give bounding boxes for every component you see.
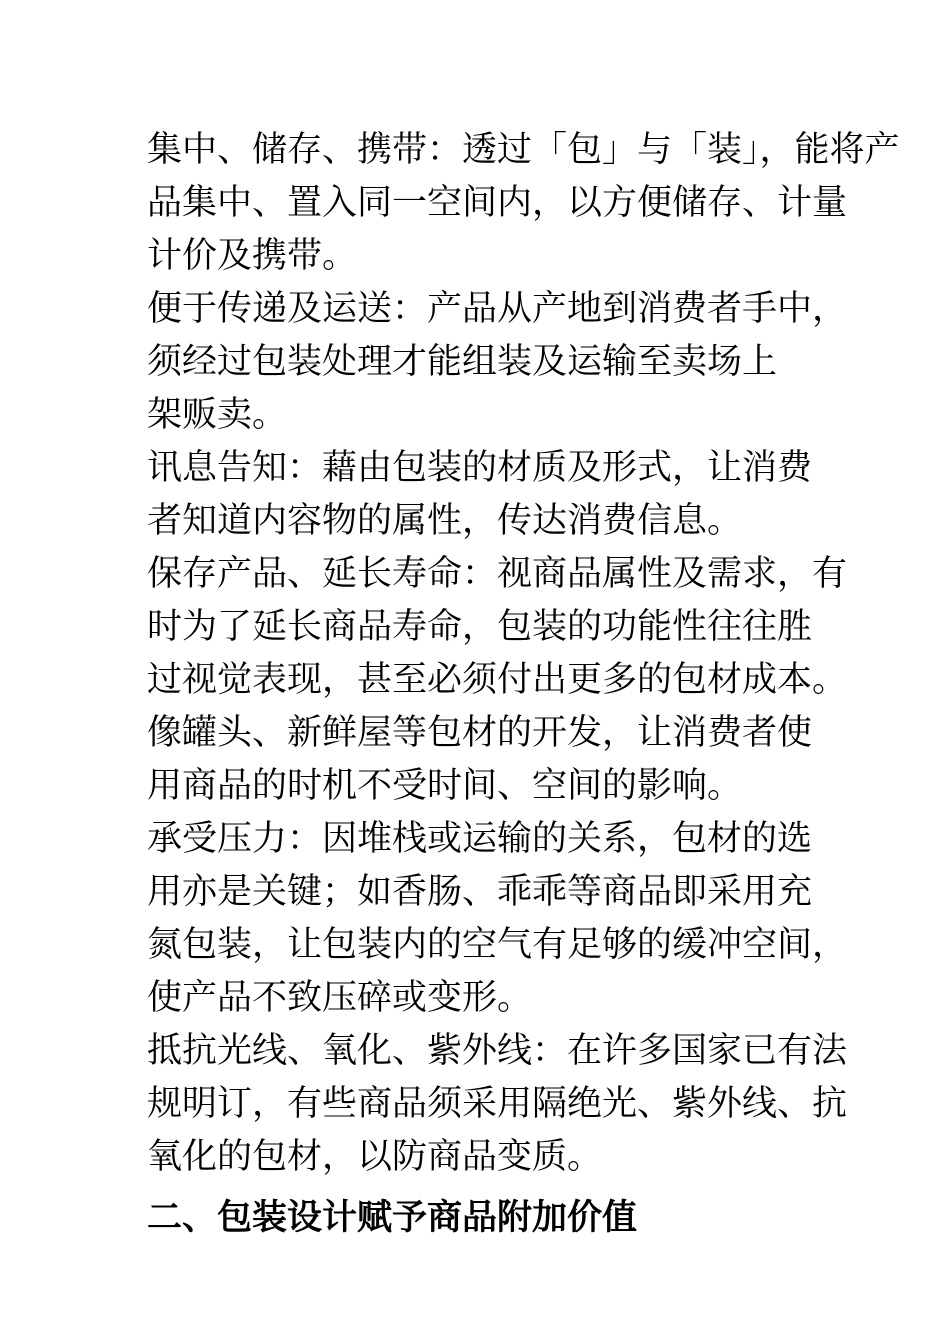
- paragraph-line: 便于传递及运送：产品从产地到消费者手中，: [147, 289, 848, 329]
- paragraph-storage: [147, 124, 900, 283]
- paragraph-light-resistance: [147, 1025, 848, 1184]
- paragraph-line: 过视觉表现，甚至必须付出更多的包材成本。: [147, 660, 848, 700]
- section-heading: 二、包装设计赋予商品附加价值: [147, 1197, 638, 1238]
- paragraph-line: 氧化的包材，以防商品变质。: [147, 1137, 603, 1177]
- paragraph-line: 用亦是关键；如香肠、乖乖等商品即采用充: [147, 872, 813, 912]
- paragraph-line: 架贩卖。: [147, 395, 288, 435]
- paragraph-transport: [147, 283, 848, 442]
- paragraph-line: 计价及携带。: [147, 236, 358, 276]
- document-body: [147, 124, 900, 1246]
- paragraph-line: 须经过包装处理才能组装及运输至卖场上: [147, 342, 778, 382]
- paragraph-line: 像罐头、新鲜屋等包材的开发，让消费者使: [147, 713, 813, 753]
- paragraph-line: 品集中、置入同一空间内，以方便储存、计量: [147, 183, 848, 223]
- paragraph-line: 承受压力：因堆栈或运输的关系，包材的选: [147, 819, 813, 859]
- paragraph-line: 集中、储存、携带：透过「包」与「装」，能将产: [147, 130, 900, 170]
- paragraph-line: 规明订，有些商品须采用隔绝光、紫外线、抗: [147, 1084, 848, 1124]
- paragraph-line: 用商品的时机不受时间、空间的影响。: [147, 766, 743, 806]
- paragraph-line: 抵抗光线、氧化、紫外线：在许多国家已有法: [147, 1031, 848, 1071]
- paragraph-preservation: [147, 548, 848, 813]
- paragraph-pressure: [147, 813, 848, 1025]
- paragraph-line: 讯息告知：藉由包装的材质及形式，让消费: [147, 448, 813, 488]
- paragraph-line: 使产品不致压碎或变形。: [147, 978, 533, 1018]
- paragraph-information: [147, 442, 812, 548]
- paragraph-line: 者知道内容物的属性，传达消费信息。: [147, 501, 743, 541]
- paragraph-line: 时为了延长商品寿命，包装的功能性往往胜: [147, 607, 813, 647]
- paragraph-line: 保存产品、延长寿命：视商品属性及需求，有: [147, 554, 848, 594]
- paragraph-line: 氮包装，让包装内的空气有足够的缓冲空间，: [147, 925, 848, 965]
